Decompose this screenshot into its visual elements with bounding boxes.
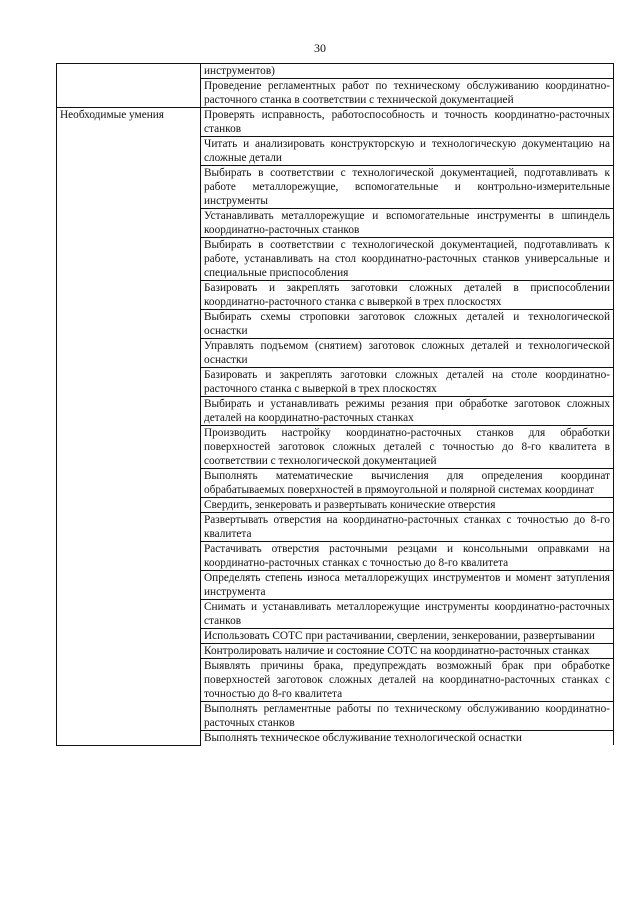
skill-item: Выполнять математические вычисления для определения координат обрабатываемых поверхностей в прямоугольной и полярной системах координат	[201, 469, 614, 498]
table-cell-maintenance: Проведение регламентных работ по техническому обслуживанию координатно-расточного станка в соответствии с технической документацией	[201, 79, 614, 108]
skill-item: Свердить, зенкеровать и развертывать конические отверстия	[201, 498, 614, 513]
skill-item: Контролировать наличие и состояние СОТС на координатно-расточных станках	[201, 644, 614, 659]
section-label-skills: Необходимые умения	[57, 108, 201, 746]
skill-item: Проверять исправность, работоспособность и точность координатно-расточных станков	[201, 108, 614, 137]
skill-item: Растачивать отверстия расточными резцами и консольными оправками на координатно-расточных станках с точностью до 8-го квалитета	[201, 542, 614, 571]
skills-table-body	[57, 64, 614, 746]
table-row	[57, 64, 614, 79]
skills-table	[56, 63, 614, 746]
skill-item: Производить настройку координатно-расточных станков для обработки поверхностей заготовок сложных деталей с точностью до 8-го квалитета в соответствии с технологической документацией	[201, 426, 614, 469]
skill-item: Выбирать в соответствии с технологической документацией, подготавливать к работе, устанавливать на стол координатно-расточных станков универсальные и специальные приспособления	[201, 238, 614, 281]
table-cell-continuation: инструментов)	[201, 64, 614, 79]
skill-item: Выбирать в соответствии с технологической документацией, подготавливать к работе металлорежущие, вспомогательные и контрольно-измерительные инструменты	[201, 166, 614, 209]
page-number: 30	[314, 41, 326, 55]
skill-item: Базировать и закреплять заготовки сложных деталей в приспособлении координатно-расточного станка с выверкой в трех плоскостях	[201, 281, 614, 310]
skill-item: Использовать СОТС при растачивании, сверлении, зенкеровании, развертывании	[201, 629, 614, 644]
empty-label-cell	[57, 64, 201, 108]
skill-item: Базировать и закреплять заготовки сложных деталей на столе координатно-расточного станка с выверкой в трех плоскостях	[201, 368, 614, 397]
table-row	[57, 108, 614, 137]
skill-item: Выбирать схемы строповки заготовок сложных деталей и технологической оснастки	[201, 310, 614, 339]
skill-item: Выполнять техническое обслуживание технологической оснастки	[201, 731, 614, 746]
skill-item: Читать и анализировать конструкторскую и технологическую документацию на сложные детали	[201, 137, 614, 166]
skill-item: Выбирать и устанавливать режимы резания при обработке заготовок сложных деталей на координатно-расточных станках	[201, 397, 614, 426]
skill-item: Устанавливать металлорежущие и вспомогательные инструменты в шпиндель координатно-расточных станков	[201, 209, 614, 238]
skill-item: Выполнять регламентные работы по техническому обслуживанию координатно-расточных станков	[201, 702, 614, 731]
skill-item: Управлять подъемом (снятием) заготовок сложных деталей и технологической оснастки	[201, 339, 614, 368]
skill-item: Определять степень износа металлорежущих инструментов и момент затупления инструмента	[201, 571, 614, 600]
skill-item: Снимать и устанавливать металлорежущие инструменты координатно-расточных станков	[201, 600, 614, 629]
skill-item: Развертывать отверстия на координатно-расточных станках с точностью до 8-го квалитета	[201, 513, 614, 542]
skill-item: Выявлять причины брака, предупреждать возможный брак при обработке поверхностей заготовок сложных деталей на координатно-расточных станках с точностью до 8-го квалитета	[201, 659, 614, 702]
